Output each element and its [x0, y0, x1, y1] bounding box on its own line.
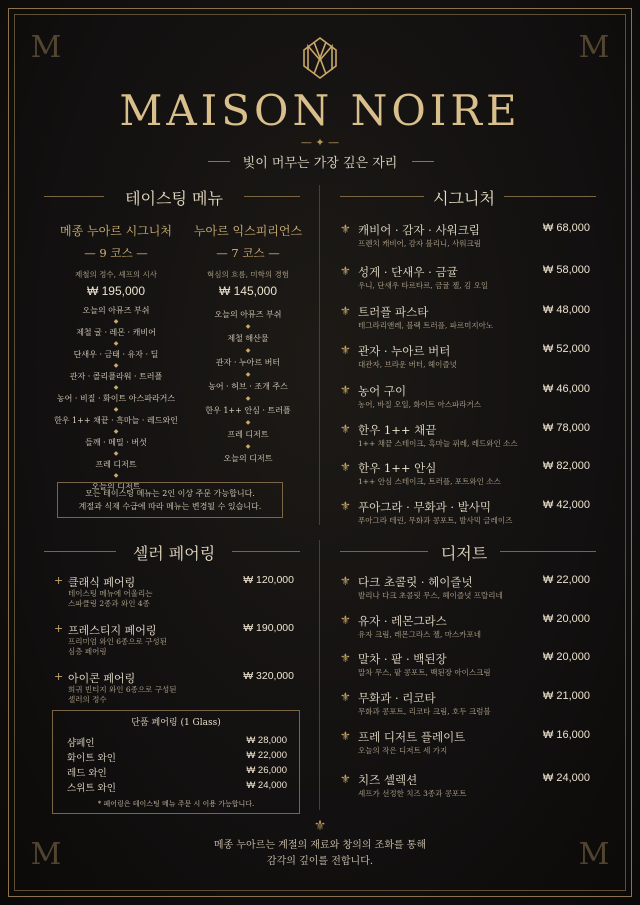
pairing-desc-line: 셀러의 정수	[68, 695, 107, 704]
fleur-de-lis-icon: ⚜	[340, 772, 351, 786]
heading-rule	[244, 196, 300, 197]
item-price: ₩ 58,000	[542, 264, 590, 276]
dot-icon: ◆	[245, 323, 251, 330]
item-name: 캐비어 · 감자 · 사워크림	[358, 223, 480, 237]
glass-item	[67, 780, 287, 794]
dot-icon: ◆	[113, 406, 119, 413]
pairing-price: ₩ 190,000	[243, 622, 294, 634]
item-name: 프레 디저트 플레이트	[358, 730, 466, 744]
item-description: 푸아그라 테린, 무화과 콩포트, 발사믹 글레이즈	[358, 516, 513, 525]
fleur-de-lis-icon: ⚜	[340, 574, 351, 588]
pairing-name: 클래식 페어링	[68, 576, 136, 589]
item-price: ₩ 20,000	[542, 651, 590, 663]
fleur-de-lis-icon: ⚜	[340, 460, 351, 474]
item-name: 트러플 파스타	[358, 305, 429, 319]
course-experience	[182, 222, 314, 464]
item-name: 푸아그라 · 무화과 · 발사믹	[358, 500, 492, 514]
item-name: 유자 · 레몬그라스	[358, 614, 447, 628]
item-description: 프렌치 캐비어, 감자 블리니, 사워크림	[358, 239, 481, 248]
heading-rule	[340, 551, 428, 552]
glass-title: 단품 페어링 (1 Glass)	[131, 718, 221, 728]
course-item: 프레 디저트	[95, 460, 137, 469]
item-price: ₩ 68,000	[542, 222, 590, 234]
glass-name: 화이트 와인	[67, 753, 116, 764]
dot-icon: ◆	[113, 318, 119, 325]
course-description: 혁심의 흐름, 미학의 경험	[207, 270, 289, 279]
item-price: ₩ 21,000	[542, 690, 590, 702]
item-price: ₩ 20,000	[542, 613, 590, 625]
pairing-price: ₩ 320,000	[243, 670, 294, 682]
course-item: 오늘의 아뮤즈 부쉬	[214, 310, 282, 319]
pairing-desc-line: 프리미엄 와인 6종으로 구성된	[68, 637, 167, 646]
pairing-desc-line: 스파클링 2종과 와인 4종	[68, 599, 150, 608]
fleur-de-lis-icon: ⚜	[340, 383, 351, 397]
column-divider	[319, 185, 320, 525]
tagline: 빛이 머무는 가장 깊은 자리	[242, 156, 398, 171]
course-item: 관자 · 콜리플라워 · 트러플	[69, 372, 163, 381]
plus-bullet-icon: +	[54, 574, 64, 587]
cellar-heading: 셀러 페어링	[132, 544, 216, 563]
plus-bullet-icon: +	[54, 622, 64, 635]
item-name: 말차 · 팥 · 백된장	[358, 652, 447, 666]
monogram-logo-icon	[300, 36, 340, 80]
heading-rule	[44, 551, 116, 552]
item-price: ₩ 22,000	[542, 574, 590, 586]
glass-name: 레드 와인	[67, 768, 107, 779]
fleur-de-lis-icon: ⚜	[340, 222, 351, 236]
course-item: 농어 · 허브 · 조개 주스	[208, 382, 288, 391]
dot-icon: ◆	[245, 347, 251, 354]
item-description: 1++ 안심 스테이크, 트러플, 포트와인 소스	[358, 477, 501, 486]
item-description: 테그라리앤레, 블랙 트러플, 파르미지아노	[358, 321, 494, 330]
pairing-desc-line: 테이스팅 메뉴에 어울리는	[68, 589, 153, 598]
tasting-notice	[57, 482, 283, 518]
course-signature	[50, 222, 182, 492]
dot-icon: ◆	[113, 428, 119, 435]
course-count: — 9 코스 —	[84, 246, 148, 260]
item-description: 유자 크림, 레몬그라스 젤, 마스카포네	[358, 630, 481, 639]
pairing-desc-line: 희귀 빈티지 와인 6종으로 구성된	[68, 685, 177, 694]
course-count: — 7 코스 —	[216, 246, 280, 260]
item-price: ₩ 24,000	[542, 772, 590, 784]
pairing-description	[68, 685, 177, 705]
item-price: ₩ 52,000	[542, 343, 590, 355]
heading-rule	[500, 551, 596, 552]
item-name: 한우 1++ 안심	[358, 461, 437, 475]
restaurant-title: MAISON NOIRE	[119, 86, 521, 135]
item-price: ₩ 46,000	[542, 383, 590, 395]
item-price: ₩ 78,000	[542, 422, 590, 434]
heading-rule	[504, 196, 596, 197]
fleur-de-lis-icon: ⚜	[340, 613, 351, 627]
notice-line: 모든 테이스팅 메뉴는 2인 이상 주문 가능합니다.	[85, 489, 255, 498]
heading-rule	[232, 551, 300, 552]
item-description: 대관자, 브라운 버터, 헤이즐넛	[358, 360, 457, 369]
fleur-de-lis-icon: ⚜	[340, 422, 351, 436]
item-name: 무화과 · 리코타	[358, 691, 436, 705]
course-item: 제철 굴 · 레몬 · 캐비어	[76, 328, 156, 337]
monogram-corner-icon: M	[30, 837, 62, 872]
item-price: ₩ 16,000	[542, 729, 590, 741]
glass-note: * 페어링은 테이스팅 메뉴 주문 시 이용 가능합니다.	[97, 800, 255, 808]
glass-item	[67, 765, 287, 779]
pairing-name: 프레스티지 페어링	[68, 624, 157, 637]
dot-icon: ◆	[245, 371, 251, 378]
item-description: 오늘의 작은 디저트 세 가지	[358, 746, 448, 755]
item-description: 농어, 바질 오일, 화이트 아스파라거스	[358, 400, 481, 409]
heading-rule	[44, 196, 104, 197]
course-item: 오늘의 디저트	[91, 482, 141, 491]
glass-name: 스위트 와인	[67, 783, 116, 794]
dot-icon: ◆	[113, 340, 119, 347]
course-item: 프레 디저트	[227, 430, 269, 439]
course-item: 관자 · 누아르 버터	[215, 358, 281, 367]
fleur-de-lis-icon: ⚜	[340, 651, 351, 665]
monogram-corner-icon: M	[578, 30, 610, 65]
dot-icon: ◆	[113, 472, 119, 479]
divider-ornament-icon: — ✦ —	[300, 136, 340, 149]
fleur-de-lis-icon: ⚜	[340, 729, 351, 743]
glass-price: ₩ 24,000	[246, 780, 287, 791]
glass-name: 샴페인	[67, 738, 95, 749]
course-item: 제철 해산물	[227, 334, 269, 343]
item-name: 농어 구이	[358, 384, 407, 398]
item-price: ₩ 82,000	[542, 460, 590, 472]
dessert-heading: 디저트	[440, 544, 488, 563]
pairing-price: ₩ 120,000	[243, 574, 294, 586]
footer-line: 메종 누아르는 계절의 재료와 창의의 조화를 통해	[213, 840, 427, 851]
monogram-corner-icon: M	[578, 837, 610, 872]
monogram-corner-icon: M	[30, 30, 62, 65]
heading-rule	[340, 196, 424, 197]
fleur-de-lis-icon: ⚜	[340, 304, 351, 318]
glass-price: ₩ 22,000	[246, 750, 287, 761]
item-description: 무화과 콩포트, 리코타 크림, 호두 크럼블	[358, 707, 491, 716]
dot-icon: ◆	[113, 384, 119, 391]
signature-heading: 시그니처	[433, 189, 495, 208]
course-description: 제철의 정수, 셰프의 시사	[75, 270, 157, 279]
pairing-description	[68, 589, 152, 609]
pairing-desc-line: 심층 페어링	[68, 647, 107, 656]
glass-item	[67, 750, 287, 764]
plus-bullet-icon: +	[54, 670, 64, 683]
item-description: 셰프가 선정한 치즈 3종과 콩포트	[358, 789, 467, 798]
item-name: 한우 1++ 채끝	[358, 423, 437, 437]
course-item: 한우 1++ 안심 · 트러플	[205, 406, 291, 415]
pairing-description	[68, 637, 167, 657]
course-item: 들깨 · 메밀 · 버섯	[85, 438, 147, 447]
footer-line: 감각의 깊이를 전합니다.	[266, 856, 374, 867]
pairing-name: 아이콘 페어링	[68, 672, 136, 685]
course-name: 누아르 익스피리언스	[193, 224, 303, 238]
course-price: ₩ 195,000	[86, 284, 146, 298]
item-name: 치즈 셀렉션	[358, 773, 418, 787]
fleur-de-lis-icon: ⚜	[340, 499, 351, 513]
tasting-heading: 테이스팅 메뉴	[125, 189, 223, 208]
fleur-de-lis-icon: ⚜	[340, 690, 351, 704]
item-name: 성게 · 단새우 · 금귤	[358, 265, 458, 279]
glass-price: ₩ 26,000	[246, 765, 287, 776]
dot-icon: ◆	[113, 362, 119, 369]
column-divider	[319, 540, 320, 810]
fleur-de-lis-icon: ⚜	[340, 343, 351, 357]
notice-line: 계절과 식재 수급에 따라 메뉴는 변경될 수 있습니다.	[78, 502, 262, 511]
course-item: 농어 · 비질 · 화이트 아스파라거스	[56, 394, 176, 403]
tagline-rule	[412, 161, 434, 162]
item-price: ₩ 48,000	[542, 304, 590, 316]
course-item: 오늘의 아뮤즈 부쉬	[82, 306, 150, 315]
course-item: 단새우 · 금태 · 유자 · 딜	[73, 350, 159, 359]
item-description: 우니, 단새우 타르타르, 금귤 젤, 김 오일	[358, 281, 489, 290]
dot-icon: ◆	[245, 443, 251, 450]
item-description: 1++ 채끝 스테이크, 흑마늘 퓌레, 레드와인 소스	[358, 439, 518, 448]
course-name: 메종 누아르 시그니처	[60, 224, 172, 238]
course-price: ₩ 145,000	[218, 284, 278, 298]
item-name: 관자 · 누아르 버터	[358, 344, 451, 358]
course-item: 한우 1++ 채끝 · 흑마늘 · 레드와인	[54, 416, 178, 425]
item-price: ₩ 42,000	[542, 499, 590, 511]
fleur-de-lis-icon: ⚜	[313, 818, 327, 834]
glass-price: ₩ 28,000	[246, 735, 287, 746]
item-description: 말차 무스, 팥 콩포트, 백된장 아이스크림	[358, 668, 491, 677]
glass-item	[67, 735, 287, 749]
dot-icon: ◆	[245, 395, 251, 402]
course-item: 오늘의 디저트	[223, 454, 273, 463]
fleur-de-lis-icon: ⚜	[340, 264, 351, 278]
footer-statement	[0, 838, 640, 870]
glass-pairing-box	[52, 710, 300, 814]
item-name: 다크 초콜릿 · 헤이즐넛	[358, 575, 473, 589]
item-description: 발리나 다크 초콜릿 무스, 헤이즐넛 프랄리네	[358, 591, 503, 600]
dot-icon: ◆	[245, 419, 251, 426]
dot-icon: ◆	[113, 450, 119, 457]
